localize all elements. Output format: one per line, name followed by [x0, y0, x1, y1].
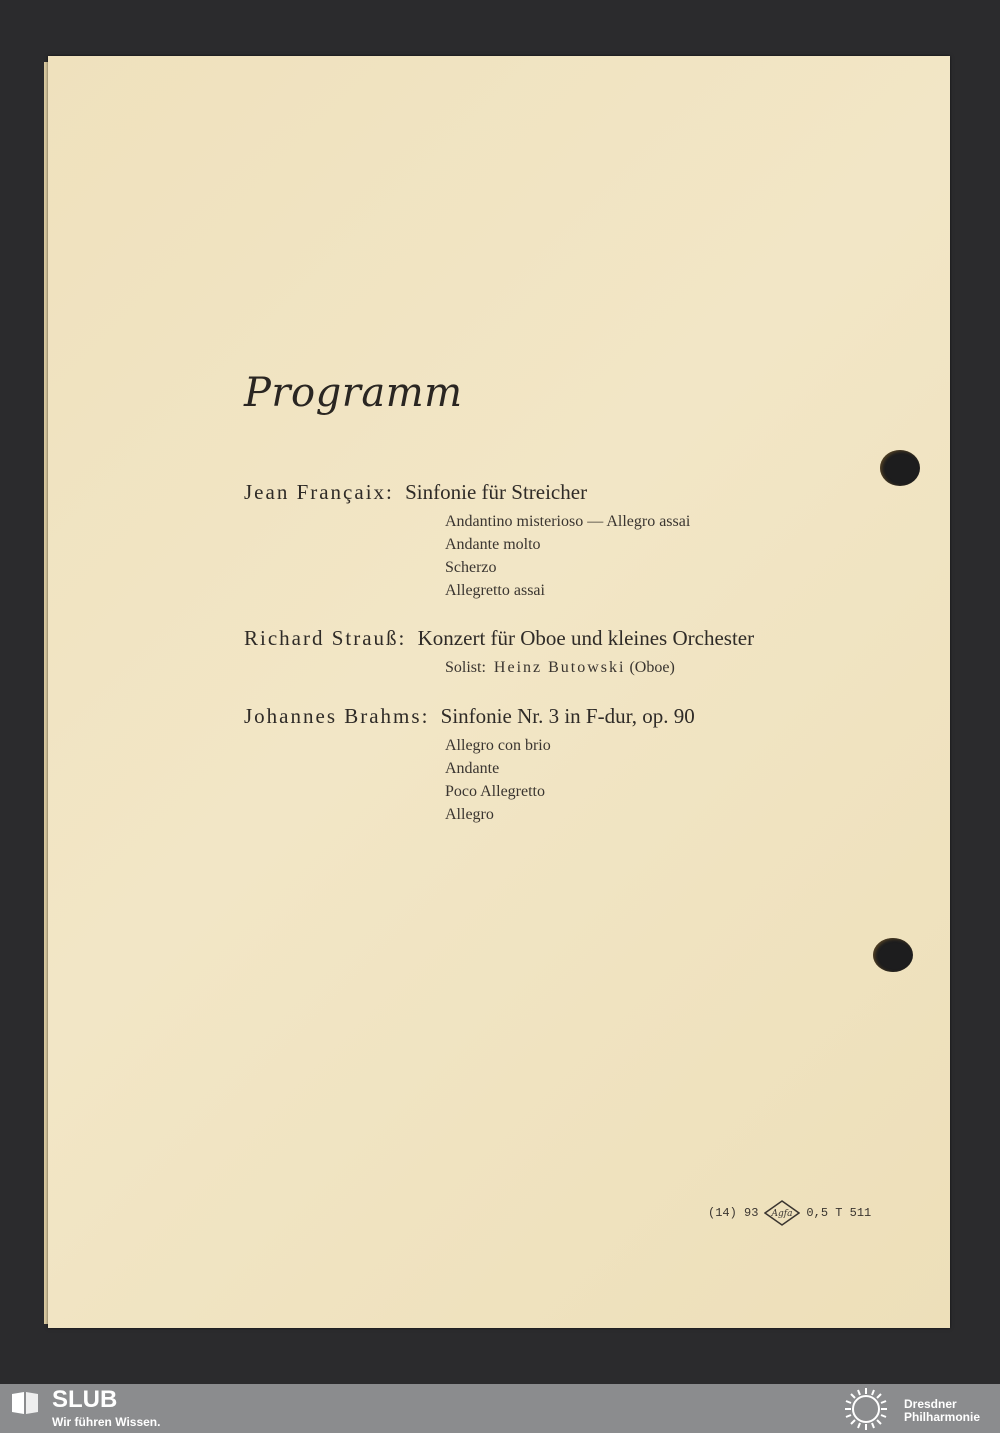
- agfa-logo-text: Agfa: [771, 1209, 793, 1219]
- punch-hole-bottom: [873, 938, 913, 972]
- work-title: Sinfonie für Streicher: [405, 480, 588, 504]
- movement: Andantino misterioso — Allegro assai: [445, 513, 691, 530]
- program-item-strauss: [244, 626, 754, 651]
- print-code-left: (14) 93: [708, 1206, 759, 1220]
- partner-name-line1: Dresdner: [904, 1397, 957, 1411]
- work-title: Konzert für Oboe und kleines Orchester: [417, 626, 755, 650]
- slub-tagline: Wir führen Wissen.: [52, 1415, 161, 1429]
- program-item-brahms: [244, 704, 695, 729]
- composer-name: Johannes Brahms:: [244, 704, 430, 728]
- dresdner-philharmonie-name: [904, 1398, 980, 1424]
- movement: Andante: [445, 760, 500, 777]
- soloist-name: Heinz Butowski: [493, 659, 626, 676]
- partner-name-line2: Philharmonie: [904, 1410, 981, 1424]
- slub-book-icon: [10, 1390, 40, 1416]
- movement: Allegro con brio: [445, 737, 551, 754]
- footer-bar: [0, 1384, 1000, 1433]
- agfa-logo-icon: [764, 1200, 800, 1226]
- movement: Scherzo: [445, 559, 497, 576]
- composer-name: Jean Françaix:: [244, 480, 394, 504]
- punch-hole-top: [880, 450, 920, 486]
- print-code: [708, 1200, 871, 1226]
- soloist-label: Solist:: [445, 659, 486, 676]
- page-title: Programm: [244, 370, 463, 416]
- movement: Allegretto assai: [445, 582, 545, 599]
- slub-logo-text[interactable]: SLUB: [52, 1386, 118, 1413]
- soloist-instrument: (Oboe): [629, 659, 675, 676]
- work-title: Sinfonie Nr. 3 in F-dur, op. 90: [440, 704, 695, 728]
- program-page: [48, 56, 950, 1328]
- composer-name: Richard Strauß:: [244, 626, 407, 650]
- movement: Poco Allegretto: [445, 783, 545, 800]
- movement: Andante molto: [445, 536, 541, 553]
- soloist-line: [445, 659, 675, 677]
- dresdner-philharmonie-logo-icon[interactable]: [842, 1386, 890, 1432]
- program-item-francaix: [244, 480, 587, 505]
- print-code-right: 0,5 T 511: [806, 1206, 872, 1220]
- movement: Allegro: [445, 806, 494, 823]
